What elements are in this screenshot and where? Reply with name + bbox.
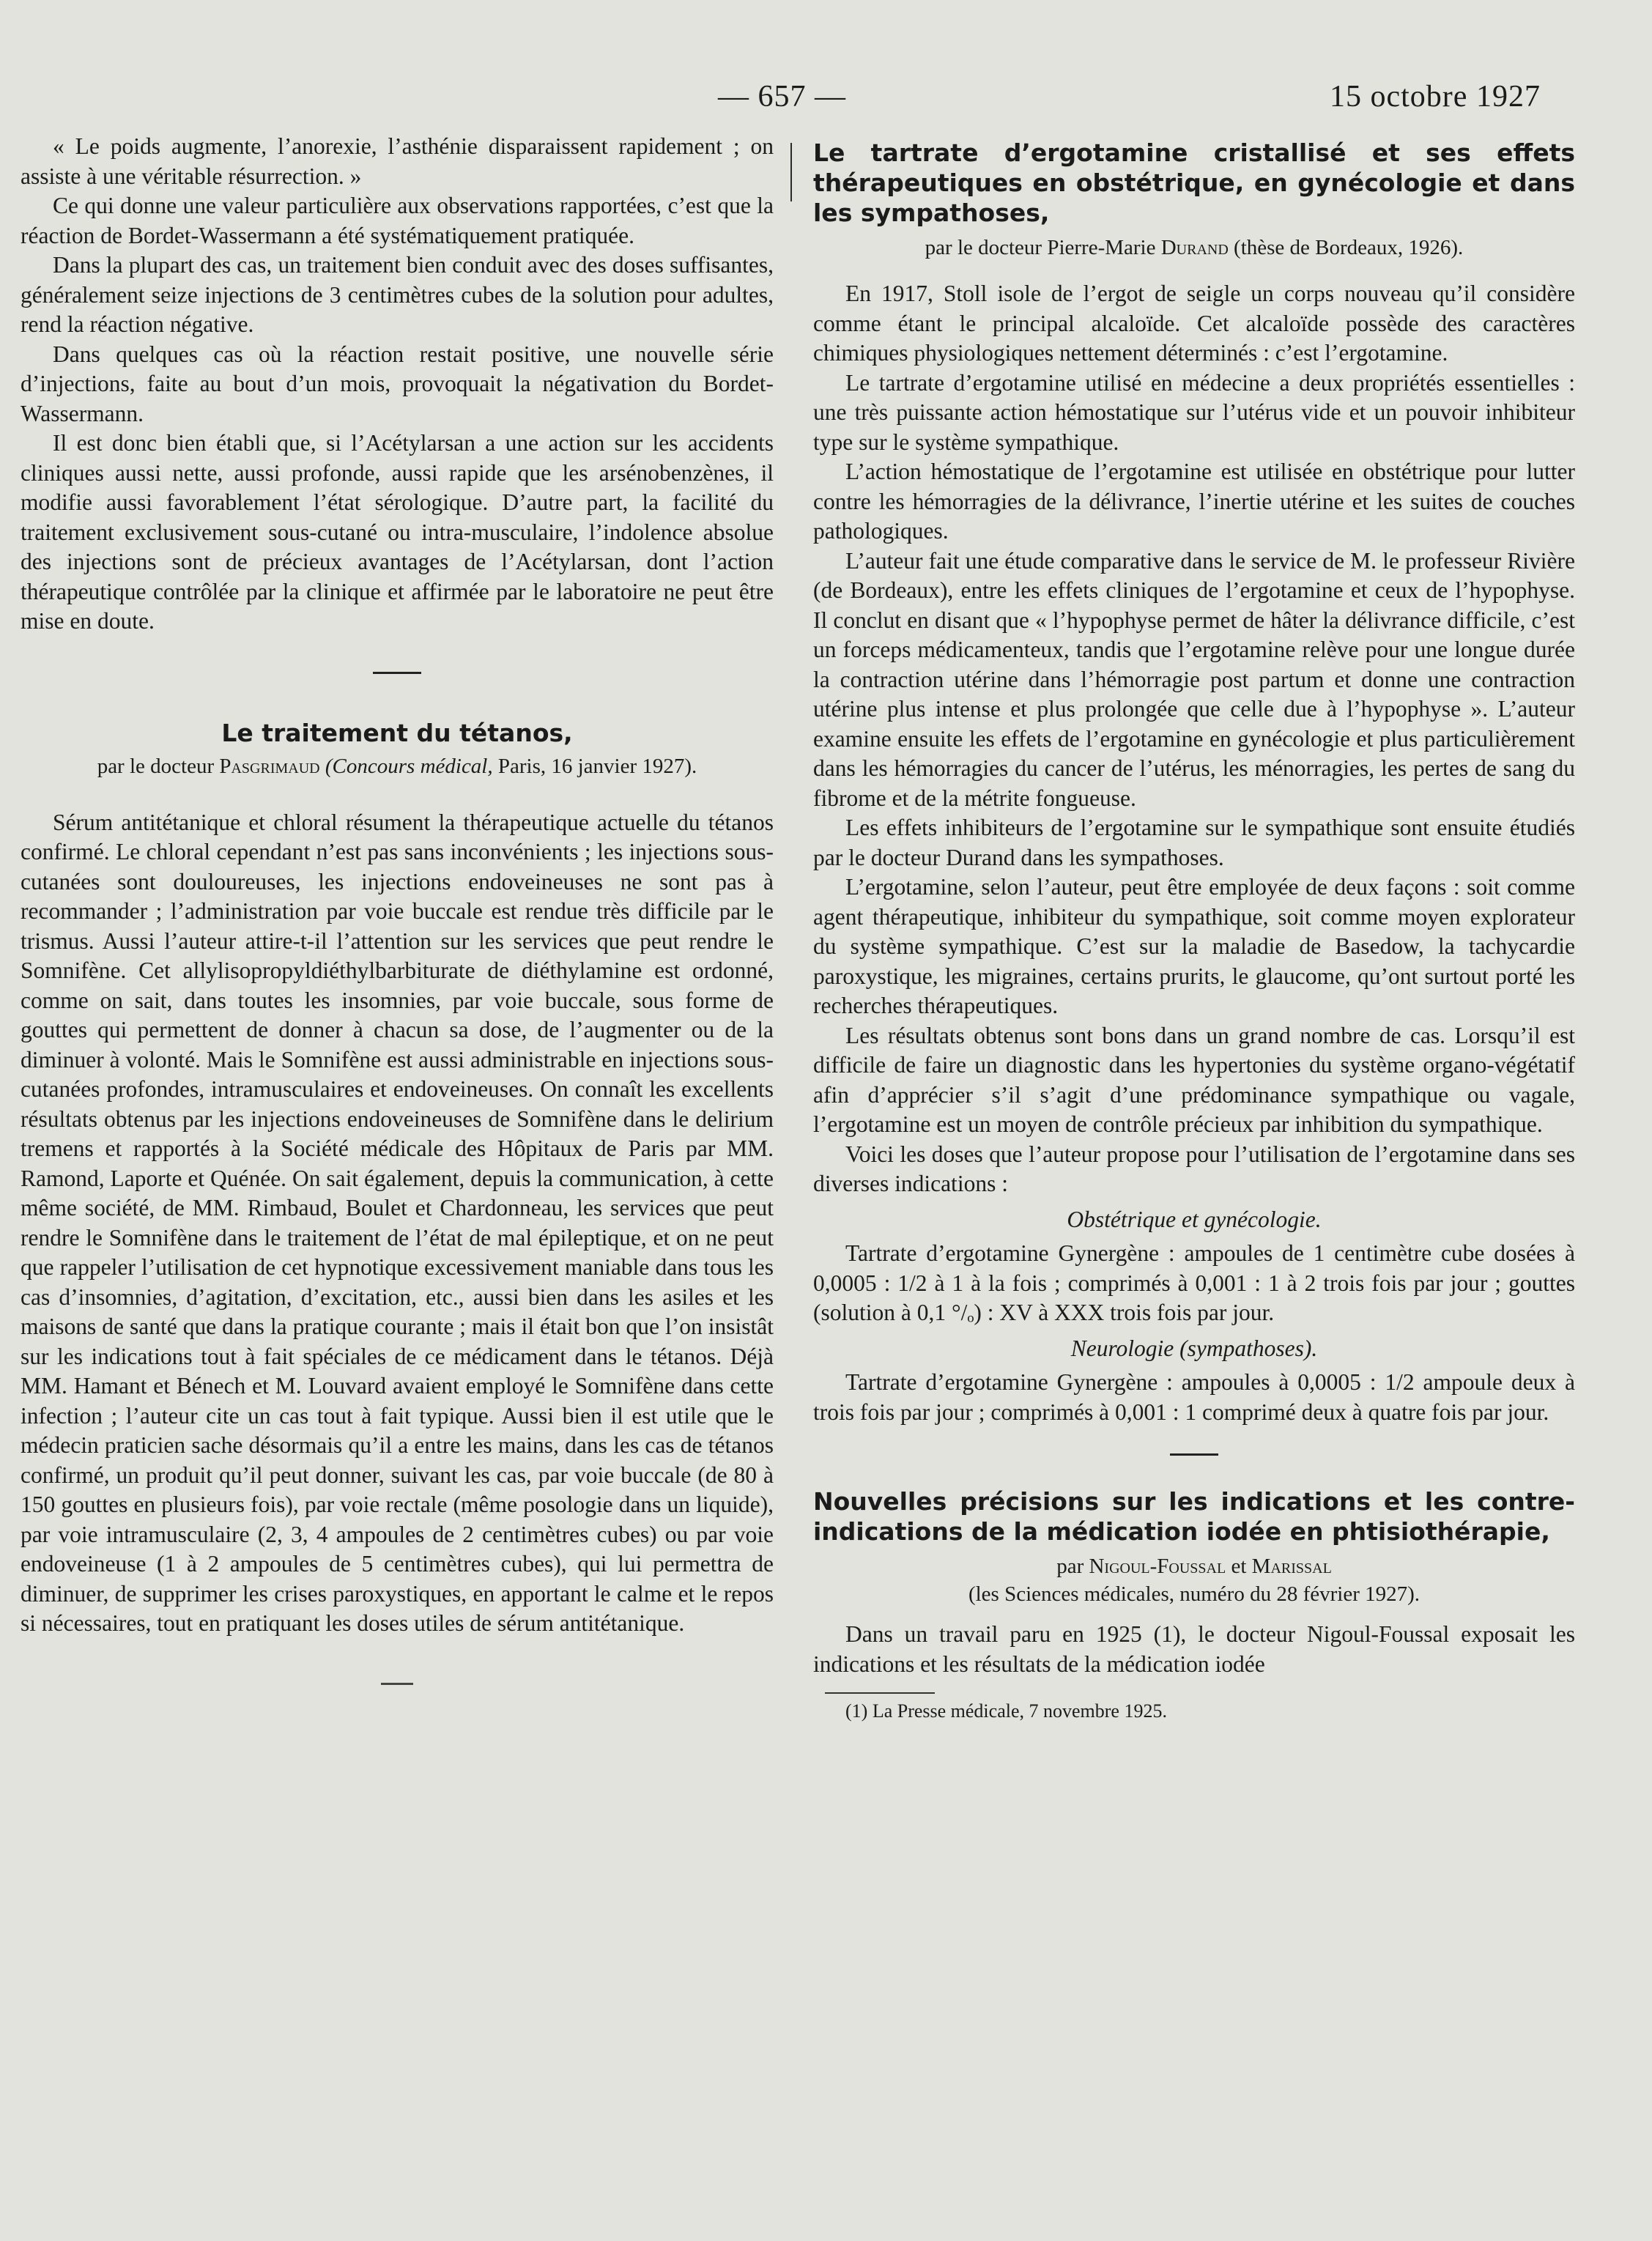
- article-body: Dans un travail paru en 1925 (1), le docteur Nigoul-Foussal exposait les indications et les résultats de la médication iodée: [813, 1621, 1575, 1677]
- issue-date: 15 octobre 1927: [1330, 80, 1541, 114]
- paragraph: Dans quelques cas où la réaction restait positive, une nouvelle série d’injections, faite au bout d’un mois, provoquait la négativation du Bordet-Wassermann.: [21, 341, 774, 426]
- footnote-rule: [825, 1692, 935, 1694]
- article-byline: [813, 1552, 1575, 1580]
- author-name: Nigoul-Foussal: [1089, 1555, 1226, 1578]
- paragraph: Il est donc bien établi que, si l’Acétylarsan a une action sur les accidents cliniques aussi nette, aussi profonde, aussi rapide que les arsénobenzènes, il modifie aussi favorablement l’état sérologique. D’autre part, la facilité du traitement exclusivement sous-cutané ou intra-musculaire, l’indolence absolue des injections sont de précieux avantages de l’Acétylarsan, dont l’action thérapeutique contrôlée par la clinique et affirmée par le laboratoire ne peut être mise en doute.: [21, 430, 774, 634]
- article-body: Sérum antitétanique et chloral résument la thérapeutique actuelle du tétanos confirmé. Le chloral cependant n’est pas sans inconvénients ; les injections sous-cutanées sont douloureuses, les injections endoveineuses ne sont pas à recommander ; l’administration par voie buccale est rendue très difficile par le trismus. Aussi l’auteur attire-t-il l’attention sur les services que peut rendre le Somnifène. Cet allylisopropyldiéthylbarbiturate de diéthylamine est ordonné, comme on sait, dans toutes les insomnies, par voie buccale, sous forme de gouttes qui permettent de donner à chacun sa dose, de l’augmenter ou de la diminuer à volonté. Mais le Somnifène est aussi administrable en injections sous-cutanées profondes, intramusculaires et endoveineuses. On connaît les excellents résultats obtenus par les injections endoveineuses de Somnifène dans le delirium tremens et rapportés à la Société médicale des Hôpitaux de Paris par MM. Ramond, Laporte et Quénée. On sait également, depuis la communication, à cette même société, de MM. Rimbaud, Boulet et Chardonneau, les services que peut rendre le Somnifène dans le traitement de l’état de mal épileptique, et on ne peut que rappeler l’utilisation de cet hypnotique excessivement maniable dans tous les cas d’insomnies, d’agitation, d’excitation, etc., aussi bien dans les asiles et les maisons de santé que dans la pratique courante ; mais il était bon que l’on insistât sur les indications tout à fait spéciales de ce médicament dans le tétanos. Déjà MM. Hamant et Bénech et M. Louvard avaient employé le Somnifène dans cette infection ; l’auteur cite un cas tout à fait typique. Aussi bien il est utile que le médecin praticien sache désormais qu’il a entre les mains, dans les cas de tétanos confirmé, un produit qu’il peut donner, suivant les cas, par voie buccale (de 80 à 150 gouttes en plusieurs fois), par voie rectale (même posologie dans un liquide), par voie intramusculaire (2, 3, 4 ampoules de 2 centimètres cubes) ou par voie endoveineuse (1 à 2 ampoules de 5 centimètres cubes), qui lui permettra de diminuer, de supprimer les crises paroxystiques, en apportant le calme et le repos si nécessaires, tout en pratiquant les doses utiles de sérum antitétanique.: [21, 809, 774, 1636]
- paragraph: L’action hémostatique de l’ergotamine est utilisée en obstétrique pour lutter contre les hémorragies de la délivrance, l’inertie utérine et les suites de couches pathologiques.: [813, 459, 1575, 544]
- article-byline: [813, 234, 1575, 262]
- article-title: Le tartrate d’ergotamine cristallisé et ses effets thérapeutiques en obstétrique, en gynécologie et dans les sympathoses,: [813, 138, 1575, 227]
- byline-prefix: par le docteur Pierre-Marie: [925, 236, 1156, 259]
- byline-prefix: par: [1056, 1555, 1084, 1578]
- dosage-paragraph: Tartrate d’ergotamine Gynergène : ampoules à 0,0005 : 1/2 ampoule deux à trois fois par jour ; comprimés à 0,001 : 1 comprimé deux à quatre fois par jour.: [813, 1369, 1575, 1425]
- author-name: Pasgrimaud: [219, 754, 320, 778]
- page-number: — 657 —: [718, 80, 846, 114]
- footnote: (1) La Presse médicale, 7 novembre 1925.: [845, 1700, 1167, 1722]
- section-separator: [381, 1683, 413, 1685]
- section-separator: [373, 672, 421, 674]
- article-title: Nouvelles précisions sur les indications et les contre-indications de la médication iodée en phtisiothérapie,: [813, 1487, 1575, 1546]
- paragraph: L’ergotamine, selon l’auteur, peut être employée de deux façons : soit comme agent thérapeutique, inhibiteur du sympathique, soit comme moyen explorateur du système sympathique. C’est sur la maladie de Basedow, la tachycardie paroxystique, les migraines, certains prurits, le glaucome, qu’ont surtout porté les recherches thérapeutiques.: [813, 874, 1575, 1018]
- byline-prefix: par le docteur: [97, 754, 215, 778]
- section-separator: [1170, 1453, 1218, 1456]
- left-column: [21, 132, 774, 1685]
- dosage-paragraph: Tartrate d’ergotamine Gynergène : ampoules de 1 centimètre cube dosées à 0,0005 : 1/2 à 1 à la fois ; comprimés à 0,001 : 1 à 2 trois fois par jour ; gouttes (solution à 0,1 °/ₒ) : XV à XXX trois fois par jour.: [813, 1240, 1575, 1325]
- paragraph: « Le poids augmente, l’anorexie, l’asthénie disparaissent rapidement ; on assiste à une véritable résurrection. »: [21, 133, 774, 189]
- paragraph: Le tartrate d’ergotamine utilisé en médecine a deux propriétés essentielles : une très puissante action hémostatique sur l’utérus vide et un pouvoir inhibiteur type sur le système sympathique.: [813, 369, 1575, 455]
- byline-suffix: Paris, 16 janvier 1927).: [497, 754, 697, 778]
- byline-and: et: [1231, 1555, 1247, 1578]
- article-source: (les Sciences médicales, numéro du 28 février 1927).: [968, 1582, 1421, 1606]
- paragraph: Les effets inhibiteurs de l’ergotamine sur le sympathique sont ensuite étudiés par le docteur Durand dans les sympathoses.: [813, 815, 1575, 870]
- author-name: Durand: [1160, 236, 1229, 259]
- paragraph: L’auteur fait une étude comparative dans le service de M. le professeur Rivière (de Bordeaux), entre les effets cliniques de l’ergotamine et ceux de l’hypophyse. Il conclut en disant que « l’hypophyse permet de hâter la délivrance difficile, c’est un forceps médicamenteux, tandis que l’ergotamine relève pour une longue durée la contraction utérine dans l’hémorragie post partum et donne une contraction utérine plus intense et plus prolongée que celle due à l’hypophyse ». L’auteur examine ensuite les effets de l’ergotamine en gynécologie et plus particulièrement dans les hémorragies du cancer de l’utérus, les ménorragies, les pertes de sang du fibrome et de la métrite fongueuse.: [813, 547, 1575, 811]
- right-column: [813, 138, 1575, 1723]
- byline-suffix: (thèse de Bordeaux, 1926).: [1234, 236, 1464, 259]
- paragraph: En 1917, Stoll isole de l’ergot de seigle un corps nouveau qu’il considère comme étant le principal alcaloïde. Cet alcaloïde possède des caractères chimiques physiologiques nettement déterminés : c’est l’ergotamine.: [813, 281, 1575, 366]
- article-byline: [21, 752, 774, 780]
- source-name: (Concours médical,: [325, 754, 493, 778]
- subheading: Neurologie (sympathoses).: [1070, 1335, 1318, 1361]
- paragraph: Voici les doses que l’auteur propose pour l’utilisation de l’ergotamine dans ses diverses indications :: [813, 1141, 1575, 1196]
- paragraph: Ce qui donne une valeur particulière aux observations rapportées, c’est que la réaction de Bordet-Wassermann a été systématiquement pratiquée.: [21, 193, 774, 248]
- author-name: Marissal: [1251, 1555, 1332, 1578]
- column-divider: [790, 143, 792, 201]
- paragraph: Dans la plupart des cas, un traitement bien conduit avec des doses suffisantes, généralement seize injections de 3 centimètres cubes de la solution pour adultes, rend la réaction négative.: [21, 252, 774, 337]
- article-title: Le traitement du tétanos,: [221, 718, 573, 747]
- subheading: Obstétrique et gynécologie.: [1067, 1206, 1322, 1232]
- paragraph: Les résultats obtenus sont bons dans un grand nombre de cas. Lorsqu’il est difficile de faire un diagnostic dans les hypertonies du système organo-végétatif afin d’apprécier s’il s’agit d’une prédominance sympathique ou vagale, l’ergotamine est un moyen de contrôle précieux par inhibition du sympathique.: [813, 1022, 1575, 1137]
